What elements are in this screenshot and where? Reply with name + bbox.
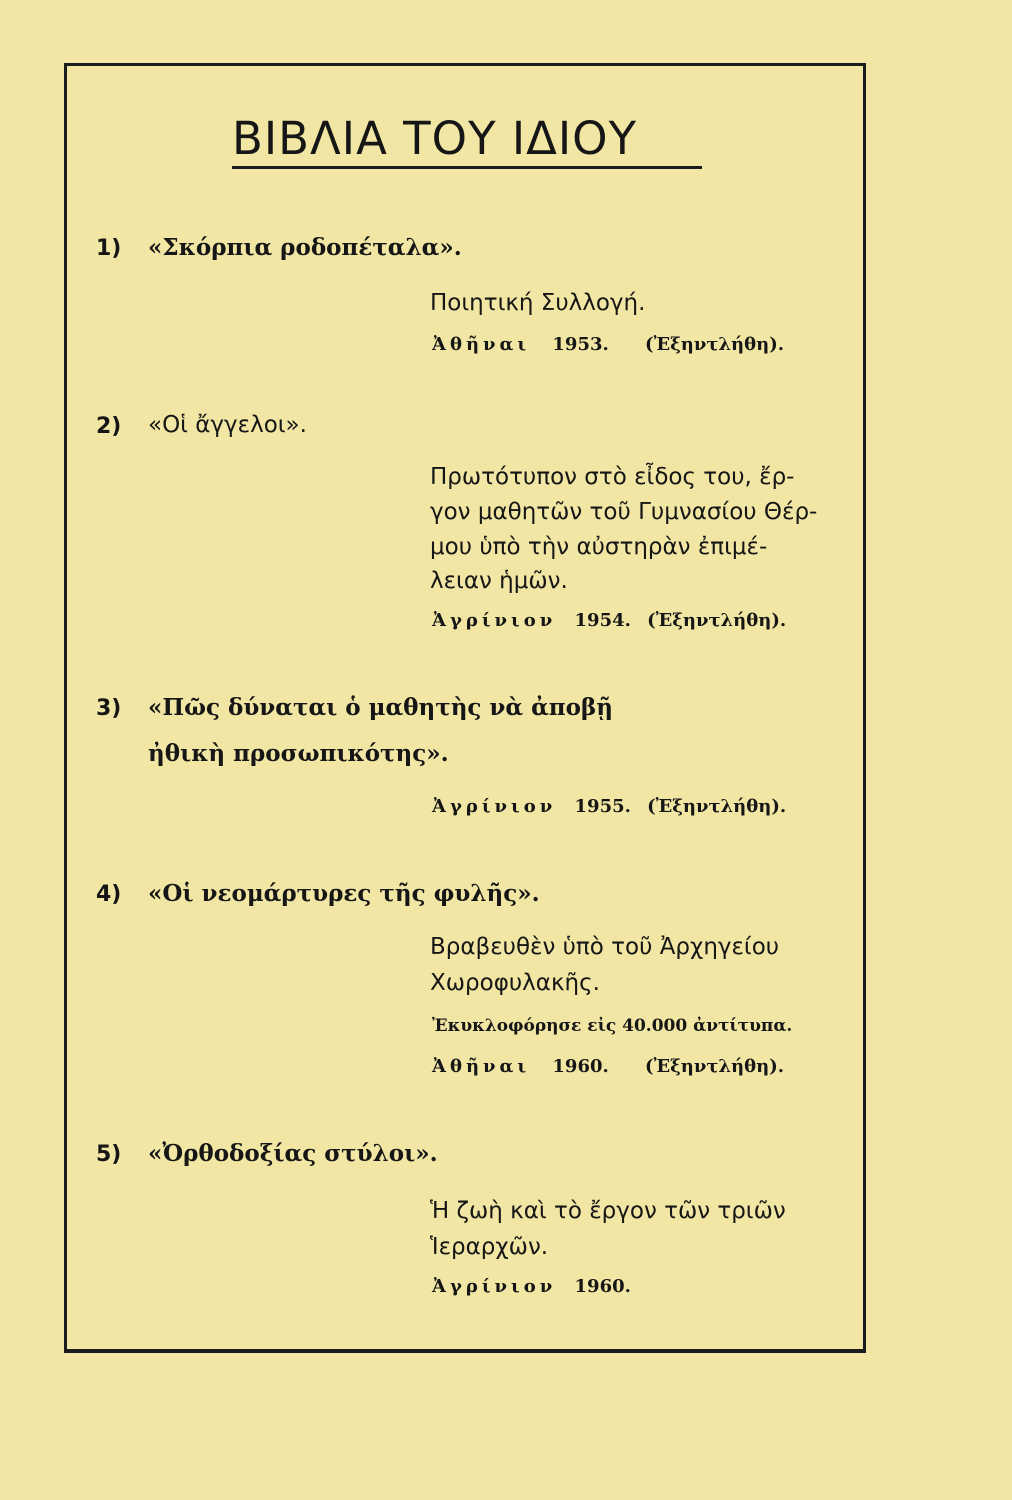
title-underline	[232, 166, 702, 169]
publication-note: (Ἐξηντλήθη).	[647, 610, 787, 631]
publication-place: Ἀγρίνιον	[432, 610, 557, 631]
publication-note: (Ἐξηντλήθη).	[645, 334, 785, 355]
publication-line	[432, 1056, 784, 1077]
publication-year: 1960.	[552, 1056, 609, 1077]
publication-line	[432, 796, 786, 817]
book-description-line: λειαν ἡμῶν.	[430, 568, 568, 594]
book-number: 5)	[96, 1142, 122, 1167]
circulation-line: Ἐκυκλοφόρησε εἰς 40.000 ἀντίτυπα.	[432, 1016, 793, 1036]
publication-year: 1954.	[574, 610, 631, 631]
publication-note: (Ἐξηντλήθη).	[645, 1056, 785, 1077]
book-number: 3)	[96, 696, 122, 721]
publication-line	[432, 610, 786, 631]
publication-year: 1955.	[574, 796, 631, 817]
publication-year: 1960.	[574, 1276, 631, 1297]
publication-place: Ἀθῆναι	[432, 1056, 531, 1077]
page-title: ΒΙΒΛΙΑ ΤΟΥ ΙΔΙΟΥ	[232, 112, 638, 165]
book-description-line: γον μαθητῶν τοῦ Γυμνασίου Θέρ-	[430, 499, 818, 525]
book-title: «Οἱ ἄγγελοι».	[148, 412, 307, 438]
book-description-line: Ἡ ζωὴ καὶ τὸ ἔργον τῶν τριῶν	[430, 1198, 786, 1224]
publication-place: Ἀγρίνιον	[432, 1276, 557, 1297]
book-description-line: μου ὑπὸ τὴν αὐστηρὰν ἐπιμέ-	[430, 534, 768, 560]
book-number: 2)	[96, 414, 122, 439]
book-title: «Οἱ νεομάρτυρες τῆς φυλῆς».	[148, 880, 540, 907]
book-description-line: Ποιητική Συλλογή.	[430, 290, 646, 316]
book-title: «Πῶς δύναται ὁ μαθητὴς νὰ ἀποβῇ	[148, 694, 613, 721]
publication-place: Ἀθῆναι	[432, 334, 531, 355]
publication-note: (Ἐξηντλήθη).	[647, 796, 787, 817]
publication-year: 1953.	[552, 334, 609, 355]
book-number: 1)	[96, 236, 122, 261]
book-title: «Ὀρθοδοξίας στύλοι».	[148, 1140, 438, 1167]
publication-line	[432, 1276, 631, 1297]
book-description-line: Χωροφυλακῆς.	[430, 970, 600, 996]
publication-place: Ἀγρίνιον	[432, 796, 557, 817]
book-description-line: Βραβευθὲν ὑπὸ τοῦ Ἀρχηγείου	[430, 934, 780, 960]
book-title-continued: ἠθικὴ προσωπικότης».	[148, 740, 449, 767]
book-title: «Σκόρπια ροδοπέταλα».	[148, 234, 462, 261]
publication-line	[432, 334, 784, 355]
book-number: 4)	[96, 882, 122, 907]
book-description-line: Πρωτότυπον στὸ εἶδος του, ἔρ-	[430, 464, 795, 490]
book-description-line: Ἱεραρχῶν.	[430, 1234, 549, 1260]
